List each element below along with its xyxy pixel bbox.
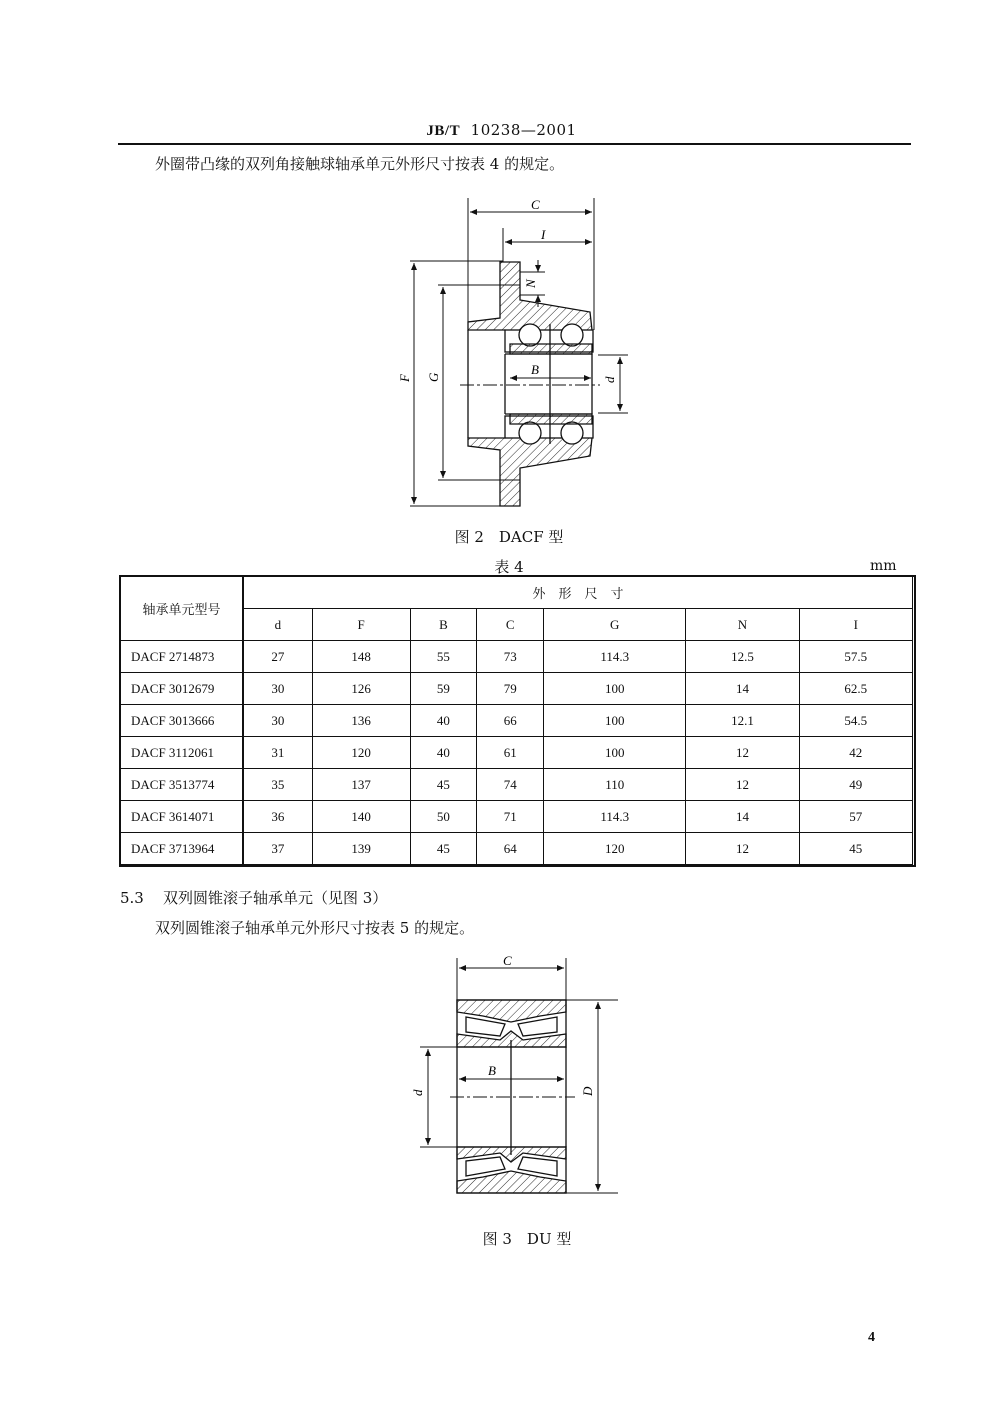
row-model: DACF 3513774	[121, 769, 244, 801]
intro-paragraph: 外圈带凸缘的双列角接触球轴承单元外形尺寸按表 4 的规定。	[155, 155, 565, 173]
cell-C: 61	[477, 737, 544, 769]
cell-I: 45	[799, 833, 912, 865]
standard-code: JB/T	[426, 123, 461, 139]
table-unit: mm	[870, 558, 897, 574]
standard-header	[0, 121, 1003, 140]
cell-F: 139	[312, 833, 410, 865]
cell-I: 57.5	[799, 641, 912, 673]
cell-G: 100	[544, 705, 686, 737]
cell-F: 140	[312, 801, 410, 833]
cell-d: 31	[243, 737, 312, 769]
section-paragraph: 双列圆锥滚子轴承单元外形尺寸按表 5 的规定。	[155, 919, 475, 937]
cell-G: 114.3	[544, 801, 686, 833]
column-header-F: F	[312, 609, 410, 641]
cell-I: 62.5	[799, 673, 912, 705]
fig3-label-D: D	[580, 1086, 595, 1096]
header-rule	[118, 143, 911, 145]
figure-2-caption: 图 2 DACF 型	[454, 528, 564, 546]
column-header-I: I	[799, 609, 912, 641]
column-header-B: B	[410, 609, 477, 641]
cell-N: 12	[686, 833, 799, 865]
cell-F: 136	[312, 705, 410, 737]
table-row	[121, 801, 913, 833]
table-row	[121, 737, 913, 769]
fig3-label-B: B	[488, 1063, 496, 1078]
cell-F: 126	[312, 673, 410, 705]
section-heading	[120, 887, 387, 908]
row-model: DACF 3112061	[121, 737, 244, 769]
cell-d: 30	[243, 705, 312, 737]
table-row	[121, 769, 913, 801]
table-row	[121, 705, 913, 737]
row-model: DACF 3012679	[121, 673, 244, 705]
row-model: DACF 2714873	[121, 641, 244, 673]
column-header-C: C	[477, 609, 544, 641]
cell-F: 148	[312, 641, 410, 673]
cell-I: 54.5	[799, 705, 912, 737]
cell-B: 40	[410, 737, 477, 769]
cell-N: 14	[686, 801, 799, 833]
cell-G: 114.3	[544, 641, 686, 673]
table-row	[121, 673, 913, 705]
cell-C: 79	[477, 673, 544, 705]
cell-C: 74	[477, 769, 544, 801]
cell-B: 55	[410, 641, 477, 673]
figure-2-drawing	[380, 190, 640, 520]
fig2-label-G: G	[426, 372, 441, 382]
cell-C: 66	[477, 705, 544, 737]
page-number: 4	[868, 1330, 875, 1345]
table-4-title: 表 4	[494, 558, 524, 576]
row-model: DACF 3013666	[121, 705, 244, 737]
cell-I: 57	[799, 801, 912, 833]
row-model: DACF 3713964	[121, 833, 244, 865]
cell-B: 45	[410, 833, 477, 865]
cell-B: 40	[410, 705, 477, 737]
fig2-label-B: B	[531, 362, 539, 377]
table-row	[121, 833, 913, 865]
cell-N: 12.1	[686, 705, 799, 737]
cell-B: 50	[410, 801, 477, 833]
cell-G: 100	[544, 737, 686, 769]
cell-d: 37	[243, 833, 312, 865]
cell-C: 71	[477, 801, 544, 833]
cell-F: 137	[312, 769, 410, 801]
table-row	[121, 641, 913, 673]
figure-3-drawing	[400, 950, 630, 1210]
cell-d: 36	[243, 801, 312, 833]
row-model: DACF 3614071	[121, 801, 244, 833]
column-header-N: N	[686, 609, 799, 641]
cell-F: 120	[312, 737, 410, 769]
cell-d: 27	[243, 641, 312, 673]
figure-3-caption: 图 3 DU 型	[482, 1230, 572, 1248]
cell-B: 45	[410, 769, 477, 801]
fig2-label-F: F	[397, 374, 412, 382]
fig2-label-N: N	[523, 279, 538, 288]
header-model: 轴承单元型号	[121, 577, 244, 641]
column-header-d: d	[243, 609, 312, 641]
table-4	[120, 576, 913, 865]
cell-C: 64	[477, 833, 544, 865]
fig2-label-I: I	[541, 227, 546, 242]
fig3-label-C: C	[503, 953, 512, 968]
fig2-label-C: C	[531, 197, 540, 212]
section-number: 5.3	[120, 889, 144, 907]
cell-N: 12	[686, 769, 799, 801]
cell-N: 12.5	[686, 641, 799, 673]
cell-G: 100	[544, 673, 686, 705]
fig2-label-d: d	[602, 376, 617, 383]
cell-I: 49	[799, 769, 912, 801]
cell-G: 110	[544, 769, 686, 801]
cell-N: 14	[686, 673, 799, 705]
header-dimensions: 外 形 尺 寸	[243, 577, 913, 609]
cell-N: 12	[686, 737, 799, 769]
column-header-G: G	[544, 609, 686, 641]
cell-B: 59	[410, 673, 477, 705]
cell-d: 35	[243, 769, 312, 801]
cell-G: 120	[544, 833, 686, 865]
cell-I: 42	[799, 737, 912, 769]
cell-C: 73	[477, 641, 544, 673]
fig3-label-d: d	[410, 1089, 425, 1096]
section-title: 双列圆锥滚子轴承单元（见图 3）	[162, 889, 388, 907]
cell-d: 30	[243, 673, 312, 705]
standard-number: 10238—2001	[470, 121, 577, 139]
